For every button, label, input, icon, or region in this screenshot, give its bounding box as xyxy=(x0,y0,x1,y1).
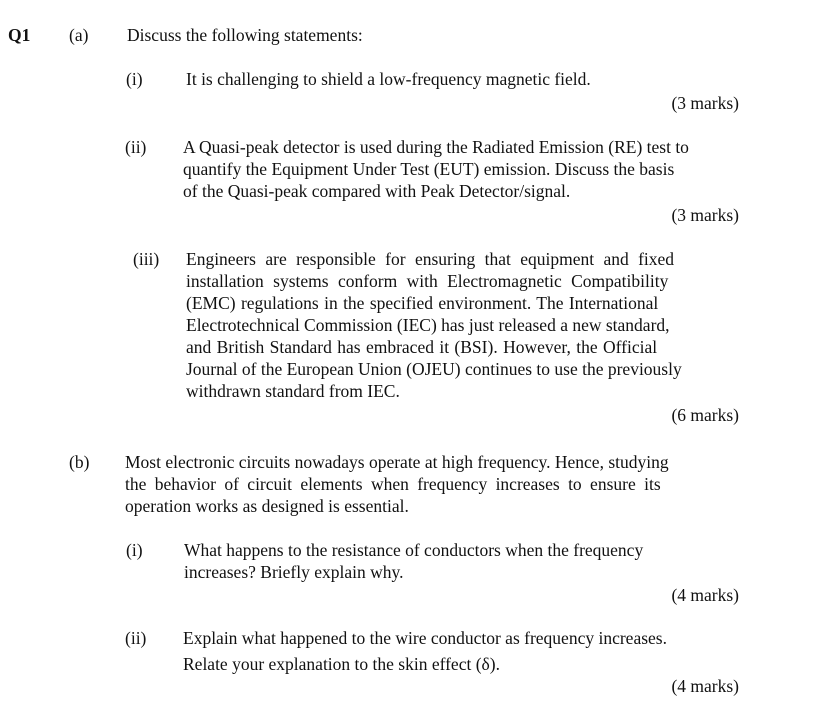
part-a-iii-line: and British Standard has embraced it (BSI). However, the Official xyxy=(186,337,658,357)
part-b-ii-label: (ii) xyxy=(125,628,147,648)
part-a-iii-line: Journal of the European Union (OJEU) continues to use the previously xyxy=(186,359,682,379)
part-b-ii-marks: (4 marks) xyxy=(671,676,739,696)
part-a-iii-line: withdrawn standard from IEC. xyxy=(186,381,400,401)
part-b-ii-line: Relate your explanation to the skin effect (δ). xyxy=(183,654,500,674)
part-b-i-label: (i) xyxy=(126,540,143,560)
part-a-iii-line: Electrotechnical Commission (IEC) has just released a new standard, xyxy=(186,315,670,335)
part-b-i-line: increases? Briefly explain why. xyxy=(184,562,404,582)
part-a-iii-line: (EMC) regulations in the specified environment. The International xyxy=(186,293,659,313)
part-a-i-marks: (3 marks) xyxy=(671,93,739,113)
part-a-iii-line: installation systems conform with Electromagnetic Compatibility xyxy=(186,271,669,291)
part-b-i-marks: (4 marks) xyxy=(671,585,739,605)
part-a-ii-line: quantify the Equipment Under Test (EUT) emission. Discuss the basis xyxy=(183,159,675,179)
part-a-ii-line: of the Quasi-peak compared with Peak Detector/signal. xyxy=(183,181,571,201)
part-a-iii-label: (iii) xyxy=(133,249,160,269)
part-a-iii-text xyxy=(186,248,739,402)
part-a-label: (a) xyxy=(69,25,89,45)
part-b-ii-line: Explain what happened to the wire conductor as frequency increases. xyxy=(183,628,667,648)
part-b-intro-line: operation works as designed is essential. xyxy=(125,496,409,516)
part-b-ii-text xyxy=(183,627,739,675)
part-a-ii-line: A Quasi-peak detector is used during the Radiated Emission (RE) test to xyxy=(183,137,689,157)
part-b-i-text xyxy=(184,539,704,583)
part-a-iii-line: Engineers are responsible for ensuring that equipment and fixed xyxy=(186,249,675,269)
part-b-intro xyxy=(125,451,739,517)
part-a-iii-marks: (6 marks) xyxy=(671,405,739,425)
part-b-label: (b) xyxy=(69,452,90,472)
part-b-intro-line: Most electronic circuits nowadays operate at high frequency. Hence, studying xyxy=(125,452,669,472)
part-a-i-label: (i) xyxy=(126,69,143,89)
question-number: Q1 xyxy=(8,25,31,45)
part-a-intro: Discuss the following statements: xyxy=(127,25,363,45)
part-b-intro-line: the behavior of circuit elements when frequency increases to ensure its xyxy=(125,474,661,494)
part-b-i-line: What happens to the resistance of conductors when the frequency xyxy=(184,540,644,560)
part-a-ii-marks: (3 marks) xyxy=(671,205,739,225)
part-a-ii-label: (ii) xyxy=(125,137,147,157)
part-a-i-text: It is challenging to shield a low-frequency magnetic field. xyxy=(186,69,591,89)
part-a-ii-text xyxy=(183,136,739,202)
